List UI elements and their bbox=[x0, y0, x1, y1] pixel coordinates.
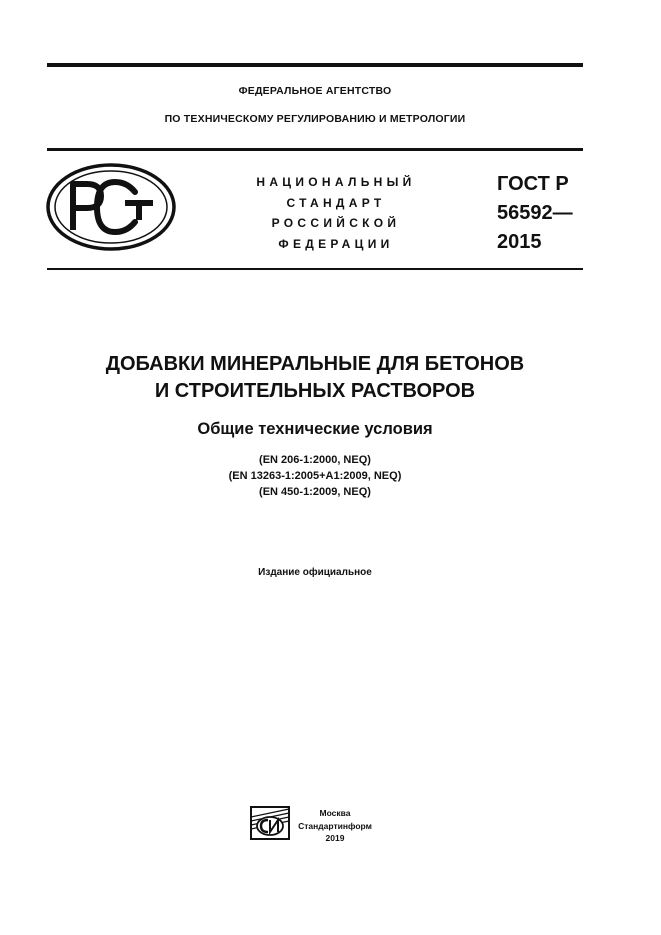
header-rule bbox=[47, 148, 583, 151]
publisher-name: Стандартинформ bbox=[298, 820, 372, 831]
publisher-info bbox=[290, 807, 380, 845]
reference-item: (EN 13263-1:2005+A1:2009, NEQ) bbox=[228, 470, 402, 482]
standard-type bbox=[222, 172, 450, 254]
gost-year: 2015 bbox=[497, 231, 542, 253]
document-title bbox=[47, 351, 583, 405]
publisher-city: Москва bbox=[319, 808, 351, 818]
header-bottom-rule bbox=[47, 268, 583, 270]
document-subtitle: Общие технические условия bbox=[197, 420, 433, 438]
agency-line-2: ПО ТЕХНИЧЕСКОМУ РЕГУЛИРОВАНИЮ И МЕТРОЛОГИИ bbox=[164, 113, 466, 125]
reference-standards bbox=[47, 452, 583, 500]
standartinform-logo-icon bbox=[250, 806, 292, 840]
top-rule bbox=[47, 63, 583, 67]
gost-number bbox=[497, 170, 573, 257]
publisher-year: 2019 bbox=[325, 833, 345, 843]
gost-prefix: ГОСТ Р bbox=[497, 173, 569, 195]
rst-emblem-icon bbox=[45, 162, 177, 252]
standard-type-line: НАЦИОНАЛЬНЫЙ bbox=[256, 175, 416, 189]
title-line-2: И СТРОИТЕЛЬНЫХ РАСТВОРОВ bbox=[154, 380, 476, 402]
standard-type-line: РОССИЙСКОЙ bbox=[271, 216, 401, 230]
edition-label: Издание официальное bbox=[258, 567, 372, 578]
title-line-1: ДОБАВКИ МИНЕРАЛЬНЫЕ ДЛЯ БЕТОНОВ bbox=[105, 353, 525, 375]
gost-code: 56592— bbox=[497, 202, 573, 224]
reference-item: (EN 450-1:2009, NEQ) bbox=[259, 486, 371, 498]
agency-line-1: ФЕДЕРАЛЬНОЕ АГЕНТСТВО bbox=[238, 85, 392, 97]
standard-type-line: СТАНДАРТ bbox=[286, 195, 386, 210]
reference-item: (EN 206-1:2000, NEQ) bbox=[259, 454, 371, 466]
standard-type-line: ФЕДЕРАЦИИ bbox=[278, 236, 394, 251]
